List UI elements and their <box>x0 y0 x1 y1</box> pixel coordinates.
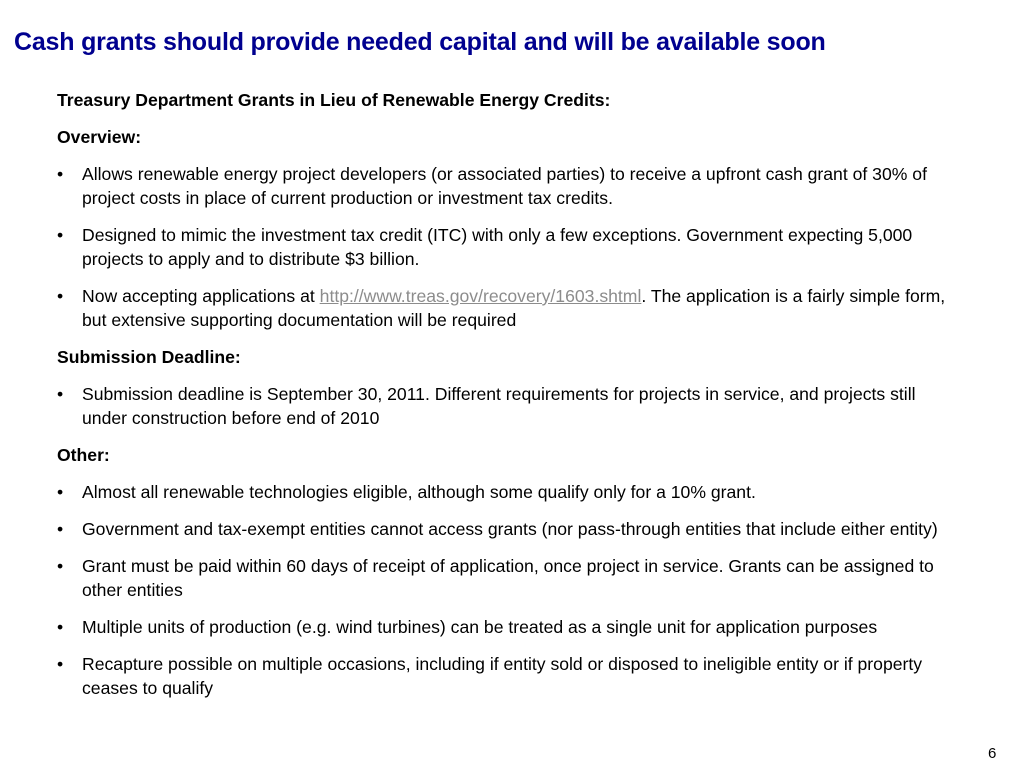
bullet-dot-icon: • <box>57 654 64 674</box>
bullet-dot-icon: • <box>57 556 64 576</box>
treasury-application-link[interactable]: http://www.treas.gov/recovery/1603.shtml <box>319 286 642 306</box>
bullet-item <box>57 284 952 332</box>
bullet-item <box>57 615 952 639</box>
bullet-dot-icon: • <box>57 519 64 539</box>
bullet-text: Submission deadline is September 30, 2011. Different requirements for projects in service, and projects still under construction before end of 2010 <box>82 384 916 428</box>
bullet-text: Multiple units of production (e.g. wind turbines) can be treated as a single unit for application purposes <box>82 617 878 637</box>
bullet-text: Recapture possible on multiple occasions, including if entity sold or disposed to ineligible entity or if property ceases to qualify <box>82 654 923 698</box>
bullet-text: Almost all renewable technologies eligible, although some qualify only for a 10% grant. <box>82 482 756 502</box>
bullet-dot-icon: • <box>57 482 64 502</box>
bullet-text-before-link: Now accepting applications at <box>82 286 320 306</box>
bullet-text: Allows renewable energy project developers (or associated parties) to receive a upfront cash grant of 30% of project costs in place of current production or investment tax credits. <box>82 164 927 208</box>
main-heading: Treasury Department Grants in Lieu of Renewable Energy Credits: <box>57 90 611 110</box>
page-number: 6 <box>988 745 997 762</box>
bullet-item <box>57 162 952 210</box>
bullet-text: Grant must be paid within 60 days of receipt of application, once project in service. Grants can be assigned to other entities <box>82 556 934 600</box>
bullet-item <box>57 382 952 430</box>
bullet-item <box>57 554 952 602</box>
bullet-item <box>57 652 952 700</box>
bullet-dot-icon: • <box>57 617 64 637</box>
bullet-dot-icon: • <box>57 286 64 306</box>
bullet-dot-icon: • <box>57 384 64 404</box>
bullet-item <box>57 480 952 504</box>
bullet-text: Designed to mimic the investment tax credit (ITC) with only a few exceptions. Government expecting 5,000 projects to apply and to distribute $3 billion. <box>82 225 913 269</box>
slide-body <box>57 88 952 713</box>
other-heading: Other: <box>57 445 110 465</box>
bullet-text: Government and tax-exempt entities cannot access grants (nor pass-through entities that include either entity) <box>82 519 938 539</box>
overview-heading: Overview: <box>57 127 142 147</box>
bullet-dot-icon: • <box>57 164 64 184</box>
bullet-item <box>57 223 952 271</box>
slide-title: Cash grants should provide needed capital and will be available soon <box>14 28 826 56</box>
bullet-text-after-link: . The application is a fairly simple form, but extensive supporting documentation will be required <box>82 286 946 330</box>
submission-deadline-heading: Submission Deadline: <box>57 347 241 367</box>
bullet-item <box>57 517 952 541</box>
bullet-text <box>82 286 945 330</box>
bullet-dot-icon: • <box>57 225 64 245</box>
